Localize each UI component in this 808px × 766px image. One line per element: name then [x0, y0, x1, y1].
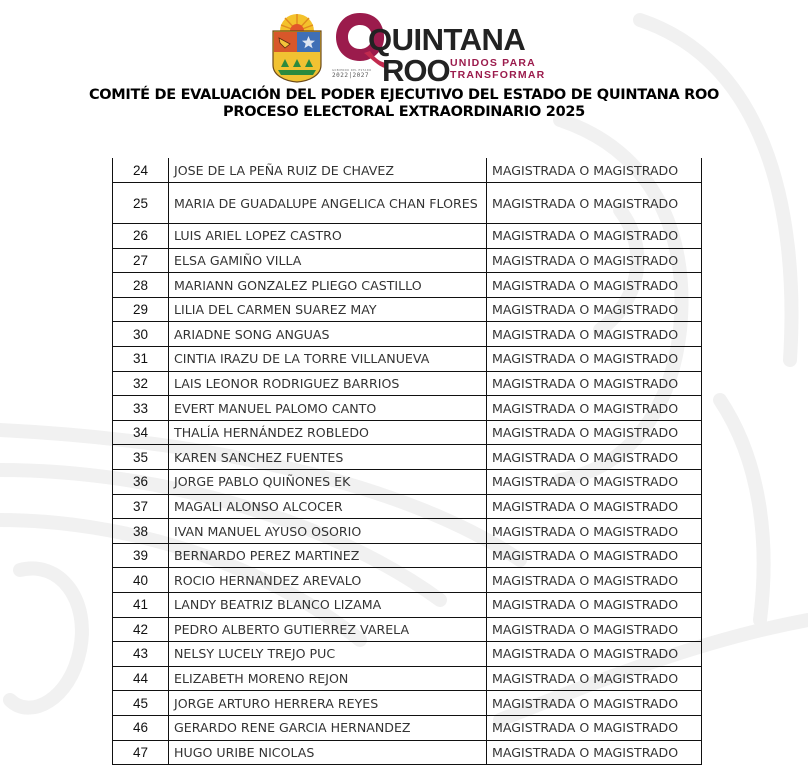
candidate-name: EVERT MANUEL PALOMO CANTO [169, 396, 487, 421]
coat-of-arms-icon [268, 9, 326, 83]
table-row [113, 666, 702, 691]
logo [268, 9, 548, 88]
table-row [113, 519, 702, 544]
candidate-name: LAIS LEONOR RODRIGUEZ BARRIOS [169, 371, 487, 396]
candidate-position: MAGISTRADA O MAGISTRADO [487, 347, 702, 372]
table-row [113, 371, 702, 396]
row-number: 31 [113, 347, 169, 372]
table-row [113, 273, 702, 298]
candidate-name: LANDY BEATRIZ BLANCO LIZAMA [169, 593, 487, 618]
row-number: 35 [113, 445, 169, 470]
brand-title: QUINTANA [368, 22, 526, 57]
row-number: 36 [113, 470, 169, 495]
candidate-name: MARIA DE GUADALUPE ANGELICA CHAN FLORES [169, 183, 487, 224]
row-number: 32 [113, 371, 169, 396]
candidate-position: MAGISTRADA O MAGISTRADO [487, 224, 702, 249]
brand-logo [332, 9, 548, 88]
table-row [113, 617, 702, 642]
candidate-position: MAGISTRADA O MAGISTRADO [487, 322, 702, 347]
table-row [113, 740, 702, 765]
candidate-position: MAGISTRADA O MAGISTRADO [487, 519, 702, 544]
candidate-name: JOSE DE LA PEÑA RUIZ DE CHAVEZ [169, 158, 487, 183]
candidate-name: LUIS ARIEL LOPEZ CASTRO [169, 224, 487, 249]
row-number: 34 [113, 420, 169, 445]
row-number: 24 [113, 158, 169, 183]
candidate-name: CINTIA IRAZU DE LA TORRE VILLANUEVA [169, 347, 487, 372]
table-row [113, 224, 702, 249]
candidate-position: MAGISTRADA O MAGISTRADO [487, 470, 702, 495]
table-row [113, 494, 702, 519]
candidate-name: JORGE ARTURO HERRERA REYES [169, 691, 487, 716]
row-number: 42 [113, 617, 169, 642]
table-row [113, 543, 702, 568]
candidate-name: LILIA DEL CARMEN SUAREZ MAY [169, 297, 487, 322]
row-number: 38 [113, 519, 169, 544]
candidate-position: MAGISTRADA O MAGISTRADO [487, 248, 702, 273]
slogan-line-1: UNIDOS PARA [450, 57, 536, 69]
candidate-position: MAGISTRADA O MAGISTRADO [487, 494, 702, 519]
brand-subtitle: ROO [382, 53, 450, 88]
candidate-position: MAGISTRADA O MAGISTRADO [487, 740, 702, 765]
candidate-position: MAGISTRADA O MAGISTRADO [487, 642, 702, 667]
candidate-position: MAGISTRADA O MAGISTRADO [487, 158, 702, 183]
row-number: 40 [113, 568, 169, 593]
candidate-name: ROCIO HERNANDEZ AREVALO [169, 568, 487, 593]
candidate-position: MAGISTRADA O MAGISTRADO [487, 617, 702, 642]
table-row [113, 347, 702, 372]
candidate-name: PEDRO ALBERTO GUTIERREZ VARELA [169, 617, 487, 642]
candidate-position: MAGISTRADA O MAGISTRADO [487, 396, 702, 421]
candidate-position: MAGISTRADA O MAGISTRADO [487, 445, 702, 470]
table-row [113, 445, 702, 470]
candidate-position: MAGISTRADA O MAGISTRADO [487, 593, 702, 618]
candidate-position: MAGISTRADA O MAGISTRADO [487, 568, 702, 593]
table-row [113, 470, 702, 495]
candidate-name: MAGALI ALONSO ALCOCER [169, 494, 487, 519]
brand-slogan [450, 57, 545, 81]
table-row [113, 297, 702, 322]
table-row [113, 248, 702, 273]
candidate-name: ARIADNE SONG ANGUAS [169, 322, 487, 347]
row-number: 26 [113, 224, 169, 249]
table-row [113, 322, 702, 347]
document-title: COMITÉ DE EVALUACIÓN DEL PODER EJECUTIVO DEL ESTADO DE QUINTANA ROO [88, 87, 720, 103]
table-row [113, 420, 702, 445]
table-row [113, 593, 702, 618]
row-number: 43 [113, 642, 169, 667]
candidate-name: JORGE PABLO QUIÑONES EK [169, 470, 487, 495]
row-number: 37 [113, 494, 169, 519]
table-row [113, 158, 702, 183]
document-subtitle: PROCESO ELECTORAL EXTRAORDINARIO 2025 [223, 104, 585, 120]
candidate-name: HUGO URIBE NICOLAS [169, 740, 487, 765]
table-row [113, 691, 702, 716]
row-number: 25 [113, 183, 169, 224]
candidate-position: MAGISTRADA O MAGISTRADO [487, 420, 702, 445]
brand-gov-text: GOBIERNO DEL ESTADO [332, 69, 372, 72]
candidate-position: MAGISTRADA O MAGISTRADO [487, 371, 702, 396]
row-number: 30 [113, 322, 169, 347]
row-number: 41 [113, 593, 169, 618]
candidate-name: NELSY LUCELY TREJO PUC [169, 642, 487, 667]
row-number: 28 [113, 273, 169, 298]
candidate-name: BERNARDO PEREZ MARTINEZ [169, 543, 487, 568]
candidate-position: MAGISTRADA O MAGISTRADO [487, 543, 702, 568]
row-number: 27 [113, 248, 169, 273]
row-number: 45 [113, 691, 169, 716]
table-row [113, 568, 702, 593]
table-row [113, 715, 702, 740]
slogan-line-2: TRANSFORMAR [450, 69, 546, 81]
table-row [113, 642, 702, 667]
brand-years: 2022|2027 [332, 72, 370, 79]
table-row [113, 183, 702, 224]
row-number: 39 [113, 543, 169, 568]
candidate-position: MAGISTRADA O MAGISTRADO [487, 715, 702, 740]
candidate-name: THALÍA HERNÁNDEZ ROBLEDO [169, 420, 487, 445]
row-number: 46 [113, 715, 169, 740]
row-number: 29 [113, 297, 169, 322]
document-header [0, 0, 808, 150]
table-row [113, 396, 702, 421]
row-number: 33 [113, 396, 169, 421]
candidates-table [112, 158, 702, 765]
candidate-name: MARIANN GONZALEZ PLIEGO CASTILLO [169, 273, 487, 298]
candidate-position: MAGISTRADA O MAGISTRADO [487, 273, 702, 298]
candidate-position: MAGISTRADA O MAGISTRADO [487, 666, 702, 691]
candidate-name: IVAN MANUEL AYUSO OSORIO [169, 519, 487, 544]
candidate-name: KAREN SANCHEZ FUENTES [169, 445, 487, 470]
candidate-name: ELSA GAMIÑO VILLA [169, 248, 487, 273]
candidate-position: MAGISTRADA O MAGISTRADO [487, 183, 702, 224]
row-number: 47 [113, 740, 169, 765]
candidate-name: ELIZABETH MORENO REJON [169, 666, 487, 691]
row-number: 44 [113, 666, 169, 691]
candidate-name: GERARDO RENE GARCIA HERNANDEZ [169, 715, 487, 740]
candidate-position: MAGISTRADA O MAGISTRADO [487, 691, 702, 716]
candidate-position: MAGISTRADA O MAGISTRADO [487, 297, 702, 322]
